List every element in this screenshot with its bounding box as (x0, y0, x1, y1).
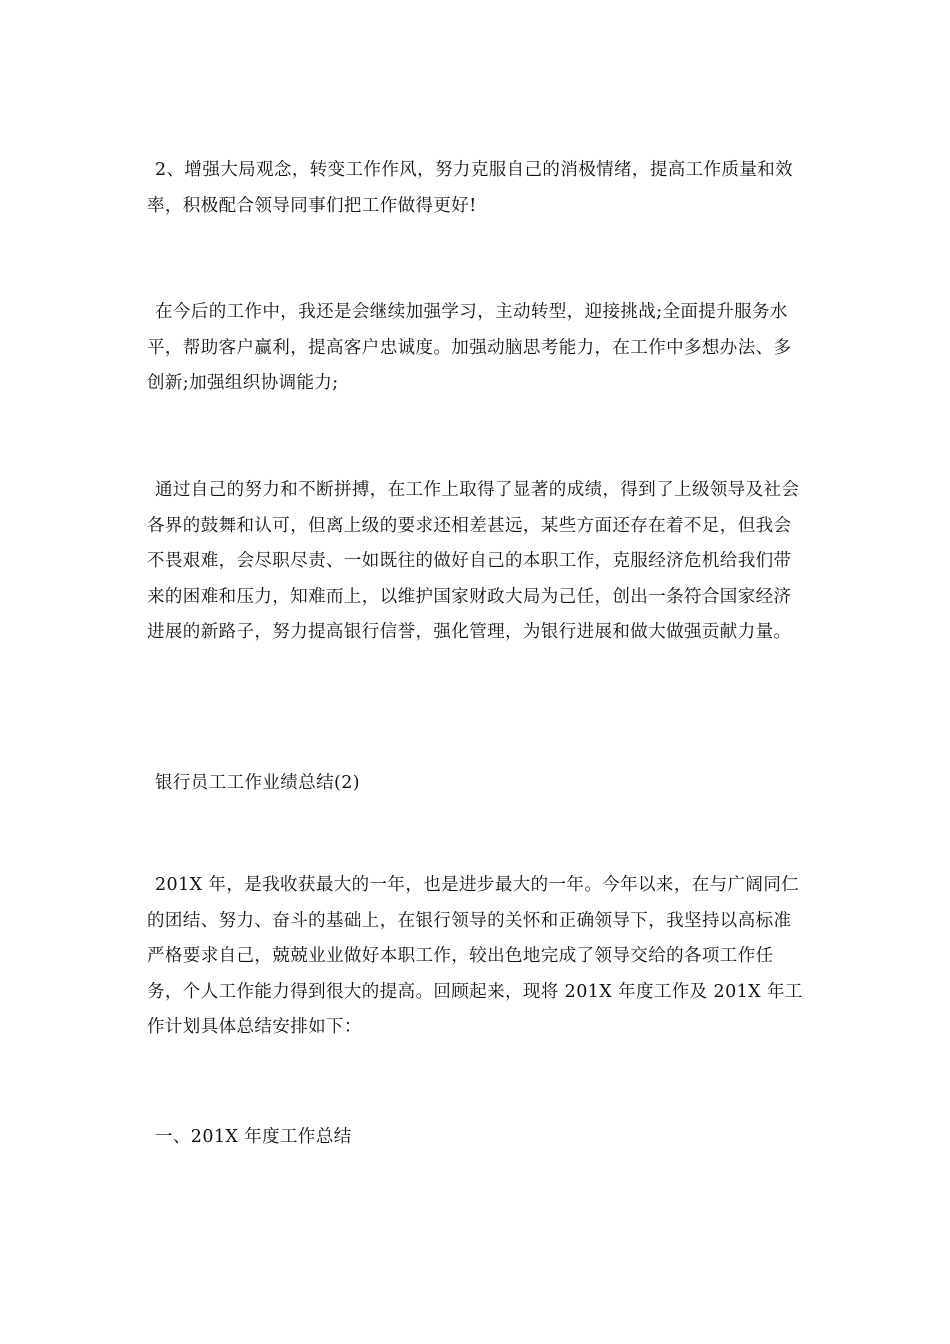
paragraph-work-style: 2、增强大局观念，转变工作作风，努力克服自己的消极情绪，提高工作质量和效率，积极配合领导同事们把工作做得更好! (147, 160, 794, 216)
paragraph-future-plans: 在今后的工作中，我还是会继续加强学习，主动转型，迎接挑战;全面提升服务水平，帮助客户赢利，提高客户忠诚度。加强动脑思考能力，在工作中多想办法、多创新;加强组织协调能力; (147, 302, 792, 393)
paragraph-annual-intro: 201X 年，是我收获最大的一年，也是进步最大的一年。今年以来，在与广阔同仁的团结、努力、奋斗的基础上，在银行领导的关怀和正确领导下，我坚持以高标准严格要求自己，兢兢业业做好本职工作，较出色地完成了领导交给的各项工作任务，个人工作能力得到很大的提高。回顾起来，现将 201X 年度工作及 201X 年工作计划具体总结安排如下： (147, 875, 803, 1037)
subsection-heading: 一、201X 年度工作总结 (155, 1127, 352, 1147)
section-heading: 银行员工工作业绩总结(2) (155, 773, 360, 793)
paragraph-achievements: 通过自己的努力和不断拼搏，在工作上取得了显著的成绩，得到了上级领导及社会各界的鼓舞和认可，但离上级的要求还相差甚远，某些方面还存在着不足，但我会不畏艰难，会尽职尽责、一如既往的做好自己的本职工作，克服经济危机给我们带来的困难和压力，知难而上，以维护国家财政大局为己任，创出一条符合国家经济进展的新路子，努力提高银行信誉，强化管理，为银行进展和做大做强贡献力量。 (147, 480, 800, 642)
